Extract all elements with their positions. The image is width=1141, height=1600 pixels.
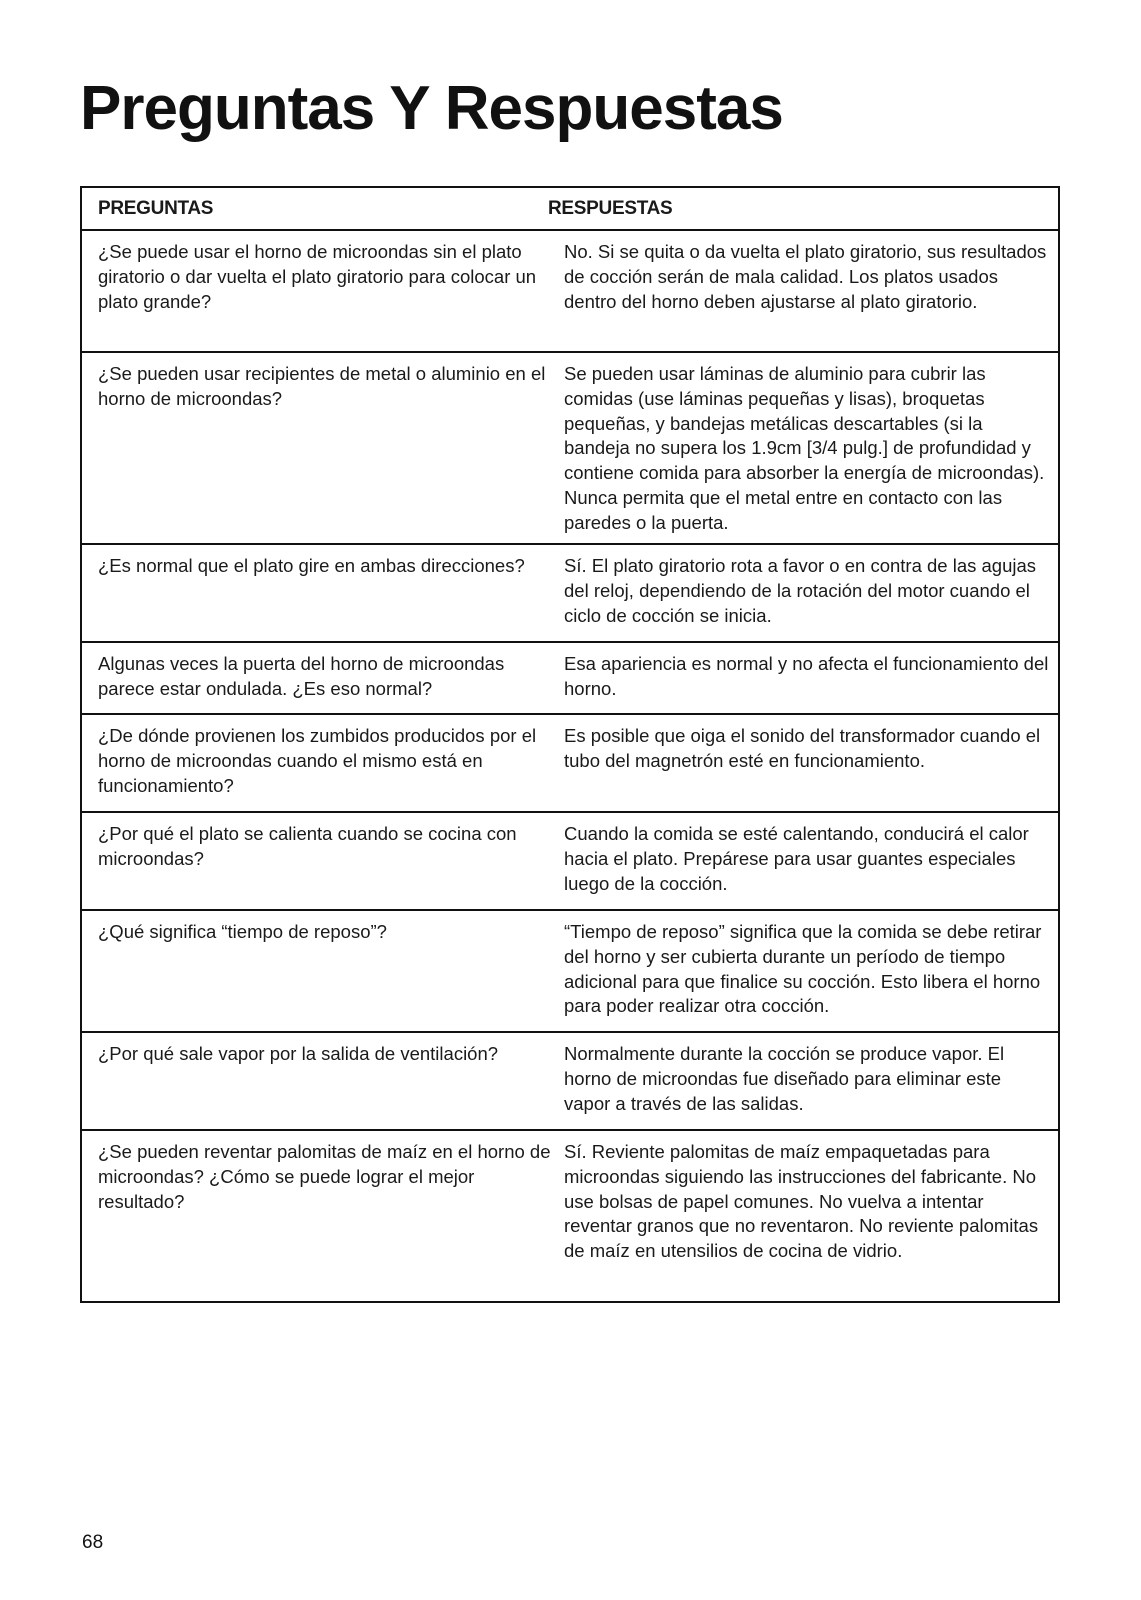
question-cell: ¿Se puede usar el horno de microondas sin el plato giratorio o dar vuelta el plato giratorio para colocar un plato grande? — [98, 241, 537, 312]
page-title: Preguntas Y Respuestas — [80, 74, 783, 143]
question-cell: ¿Por qué el plato se calienta cuando se cocina con microondas? — [98, 823, 517, 869]
answer-cell: Se pueden usar láminas de aluminio para cubrir las comidas (use láminas pequeñas y lisas), broquetas pequeñas, y bandejas metálicas descartables (si la bandeja no supera los 1.9cm [3/4 pulg.] de profundidad y contiene comida para absorber la energía de microondas). Nunca permita que el metal entre en contacto con las paredes o la puerta. — [564, 363, 1045, 533]
question-cell: ¿Es normal que el plato gire en ambas direcciones? — [98, 555, 525, 576]
table-row — [82, 715, 1058, 813]
question-cell: ¿Se pueden usar recipientes de metal o aluminio en el horno de microondas? — [98, 363, 546, 409]
question-cell: Algunas veces la puerta del horno de microondas parece estar ondulada. ¿Es eso normal? — [98, 653, 505, 699]
table-row — [82, 353, 1058, 545]
answer-cell: Cuando la comida se esté calentando, conducirá el calor hacia el plato. Prepárese para usar guantes especiales luego de la cocción. — [564, 823, 1029, 894]
question-cell: ¿Por qué sale vapor por la salida de ventilación? — [98, 1043, 499, 1064]
answer-cell: Normalmente durante la cocción se produce vapor. El horno de microondas fue diseñado para eliminar este vapor a través de las salidas. — [564, 1043, 1005, 1114]
table-row — [82, 1131, 1058, 1301]
question-cell: ¿Qué significa “tiempo de reposo”? — [98, 921, 387, 942]
question-cell: ¿De dónde provienen los zumbidos producidos por el horno de microondas cuando el mismo está en funcionamiento? — [98, 725, 537, 796]
answer-cell: Esa apariencia es normal y no afecta el funcionamiento del horno. — [564, 653, 1049, 699]
answer-cell: “Tiempo de reposo” significa que la comida se debe retirar del horno y ser cubierta durante un período de tiempo adicional para que finalice su cocción. Esto libera el horno para poder realizar otra cocción. — [564, 921, 1042, 1017]
table-row — [82, 813, 1058, 911]
table-row — [82, 911, 1058, 1033]
table-header — [82, 188, 1058, 231]
header-questions: PREGUNTAS — [98, 197, 214, 219]
question-cell: ¿Se pueden reventar palomitas de maíz en el horno de microondas? ¿Cómo se puede lograr el mejor resultado? — [98, 1141, 551, 1212]
table-row — [82, 545, 1058, 643]
qa-table — [80, 186, 1060, 1303]
answer-cell: Es posible que oiga el sonido del transformador cuando el tubo del magnetrón esté en funcionamiento. — [564, 725, 1041, 771]
table-row — [82, 1033, 1058, 1131]
page-number: 68 — [82, 1532, 104, 1553]
header-answers: RESPUESTAS — [548, 197, 673, 219]
table-row — [82, 231, 1058, 353]
answer-cell: No. Si se quita o da vuelta el plato giratorio, sus resultados de cocción serán de mala calidad. Los platos usados dentro del horno deben ajustarse al plato giratorio. — [564, 241, 1047, 312]
answer-cell: Sí. El plato giratorio rota a favor o en contra de las agujas del reloj, dependiendo de la rotación del motor cuando el ciclo de cocción se inicia. — [564, 555, 1037, 626]
answer-cell: Sí. Reviente palomitas de maíz empaquetadas para microondas siguiendo las instrucciones del fabricante. No use bolsas de papel comunes. No vuelva a intentar reventar granos que no reventaron. No reviente palomitas de maíz en utensilios de cocina de vidrio. — [564, 1141, 1039, 1262]
table-row — [82, 643, 1058, 715]
